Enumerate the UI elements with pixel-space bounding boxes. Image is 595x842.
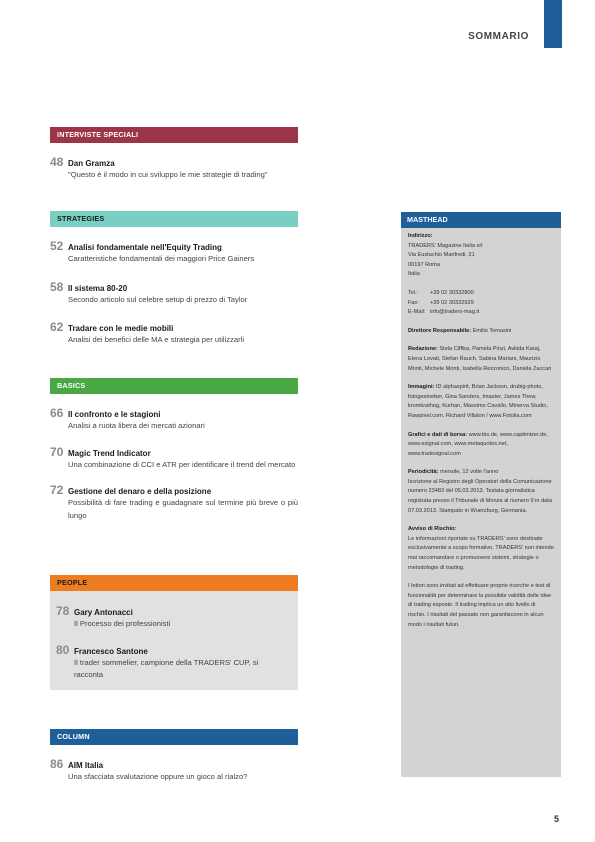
tel-label: Tel.:	[408, 289, 419, 296]
entry-title: Magic Trend Indicator	[68, 448, 151, 458]
tel-value: +39 02 30332800	[430, 289, 474, 296]
page-ref: 86	[50, 757, 64, 771]
entry-title: Francesco Santone	[74, 646, 148, 656]
periodicita-detail: Iscrizione al Registro degli Operatori della Comunicazione numero 23483 del 05.03.2013. Testata giornalistica registrata presso il Tribunale di Monza al numero 9 in data 07.03.2013. Stampato in Wuerzburg, Germania.	[408, 478, 552, 514]
section-bar-column: COLUMN	[50, 729, 298, 745]
entry-desc: Una sfacciata svalutazione oppure un gioco al rialzo?	[68, 772, 248, 781]
entry-title: AIM Italia	[68, 761, 104, 770]
address-line: TRADERS' Magazine Italia srl	[408, 242, 483, 249]
grafici-label: Grafici e dati di borsa:	[408, 431, 468, 438]
email-label: E-Mail:	[408, 309, 426, 316]
entry-title: Gestione del denaro e della posizione	[68, 487, 212, 496]
toc-entry[interactable]	[50, 155, 298, 182]
entry-desc: Possibilità di fare trading e guadagnare sul termine più breve o più lungo	[68, 498, 298, 520]
masthead-contacts	[408, 289, 554, 318]
section-column	[50, 729, 298, 784]
fax-value: +39 02 30332929	[430, 299, 474, 306]
section-strategies	[50, 211, 298, 347]
section-bar-interviste: INTERVISTE SPECIALI	[50, 127, 298, 143]
entry-title: Il confronto e le stagioni	[68, 410, 161, 419]
periodicita-label: Periodicità:	[408, 469, 439, 476]
page-ref: 80	[56, 642, 70, 657]
section-bar-strategies: STRATEGIES	[50, 211, 298, 227]
page-ref: 72	[50, 483, 64, 497]
entry-desc: "Questo è il modo in cui sviluppo le mie strategie di trading"	[68, 170, 268, 179]
toc-entry[interactable]	[50, 239, 298, 266]
avviso-label: Avviso di Rischio:	[408, 526, 457, 533]
entry-desc: Una combinazione di CCI e ATR per identificare il trend del mercato	[68, 459, 296, 469]
entry-title: Analisi fondamentale nell'Equity Trading	[68, 243, 222, 252]
fax-label: Fax:	[408, 299, 419, 306]
entry-title: Tradare con le medie mobili	[68, 324, 174, 333]
page-ref: 66	[50, 406, 64, 420]
address-label: Indirizzo:	[408, 233, 433, 239]
page-ref: 52	[50, 239, 64, 253]
section-people	[50, 575, 298, 690]
avviso-text: Le informazioni riportate su TRADERS' sono destinate esclusivamente a scopo formativo. TRADERS' non intende mai raccomandare o promuovere sistemi, strategie o metodologie di trading.	[408, 535, 554, 571]
page-ref: 78	[56, 604, 70, 618]
page-ref: 48	[50, 155, 64, 169]
masthead-grafici	[408, 431, 554, 460]
entry-desc: Il Processo dei professionisti	[74, 619, 171, 628]
section-bar-people: PEOPLE	[50, 575, 298, 591]
entry-title: Gary Antonacci	[74, 608, 133, 617]
masthead-director	[408, 327, 554, 337]
masthead-panel	[401, 212, 561, 777]
entry-desc: Secondo articolo sul celebre setup di prezzo di Taylor	[68, 294, 248, 304]
entry-desc: Analisi dei benefici delle MA e strategia per utilizzarli	[68, 335, 245, 344]
redazione-value: Stela Ciffika, Pamela Pinzi, Avkida Karaj, Elena Lovati, Stefan Rauch, Sabina Mariani, Maurizio Monti, Michele Monti, Isabella Rezzonico, Daniela Zaccari	[408, 346, 552, 372]
entry-desc: Il trader sommelier, campione della TRADERS' CUP, si racconta	[74, 657, 259, 679]
section-bar-basics: BASICS	[50, 378, 298, 394]
people-box	[50, 591, 298, 690]
masthead-address	[408, 232, 554, 280]
redazione-label: Redazione:	[408, 346, 438, 353]
immagini-label: Immagini:	[408, 384, 435, 391]
masthead-title: MASTHEAD	[401, 212, 561, 228]
periodicita-value: mensile, 12 volte l'anno	[440, 469, 499, 476]
toc-entry[interactable]	[50, 643, 298, 682]
masthead-periodicita	[408, 468, 554, 516]
address-line: Via Eustachio Manfredi, 21	[408, 252, 475, 259]
masthead-redazione	[408, 345, 554, 374]
section-interviste	[50, 127, 298, 182]
entry-desc: Caratteristiche fondamentali dei maggiori Price Gainers	[68, 254, 255, 263]
page-number: 5	[554, 814, 560, 824]
entry-title: Il sistema 80-20	[68, 283, 128, 293]
masthead-immagini	[408, 383, 554, 421]
grafici-value: www.bis.de, www.captimizer.de, www.esignal.com, www.metaquotes.net, www.tradesignal.com	[408, 431, 548, 457]
toc-entry[interactable]	[50, 445, 298, 472]
top-corner-tab	[544, 0, 562, 48]
masthead-avviso-2	[408, 582, 554, 630]
masthead-avviso	[408, 525, 554, 573]
director-value: Emilio Tomasini	[472, 327, 512, 334]
entry-title: Dan Gramza	[68, 159, 115, 168]
director-label: Direttore Responsabile:	[408, 327, 472, 334]
toc-entry[interactable]	[50, 604, 298, 631]
avviso-text-2: I lettori sono invitati ad effettuare proprie ricerche e test di funzionalità per determinare la possibile validità delle idee di trading esposte. Il trading implica un alto livello di rischio. I risultati del passato non garantiscono in alcun modo i risultati futuri.	[408, 583, 552, 628]
toc-entry[interactable]	[50, 757, 298, 784]
immagini-value: ID alphaspirit, Brian Jackson, drubig-photo, fotogestoeber, Gina Sanders, Imaster, James Thew, kromkrathog, Kurhan, Massimo Cavallo, Minerva Studio, Rawpixel.com, Richard Villalon / www.Fotolia.com	[408, 384, 548, 419]
toc-entry[interactable]	[50, 320, 298, 347]
toc-entry[interactable]	[50, 483, 298, 522]
address-line: 00197 Roma	[408, 261, 441, 268]
page-title: SOMMARIO	[468, 31, 529, 42]
email-link[interactable]: info@traders-mag.it	[430, 309, 480, 316]
entry-desc: Analisi a ruota libera dei mercati azionari	[68, 421, 205, 430]
address-line: Italia	[408, 271, 420, 278]
page-ref: 58	[50, 279, 64, 294]
page-ref: 62	[50, 320, 64, 334]
toc-entry[interactable]	[50, 406, 298, 433]
section-basics	[50, 378, 298, 522]
page-ref: 70	[50, 444, 64, 459]
toc-entry[interactable]	[50, 280, 298, 307]
